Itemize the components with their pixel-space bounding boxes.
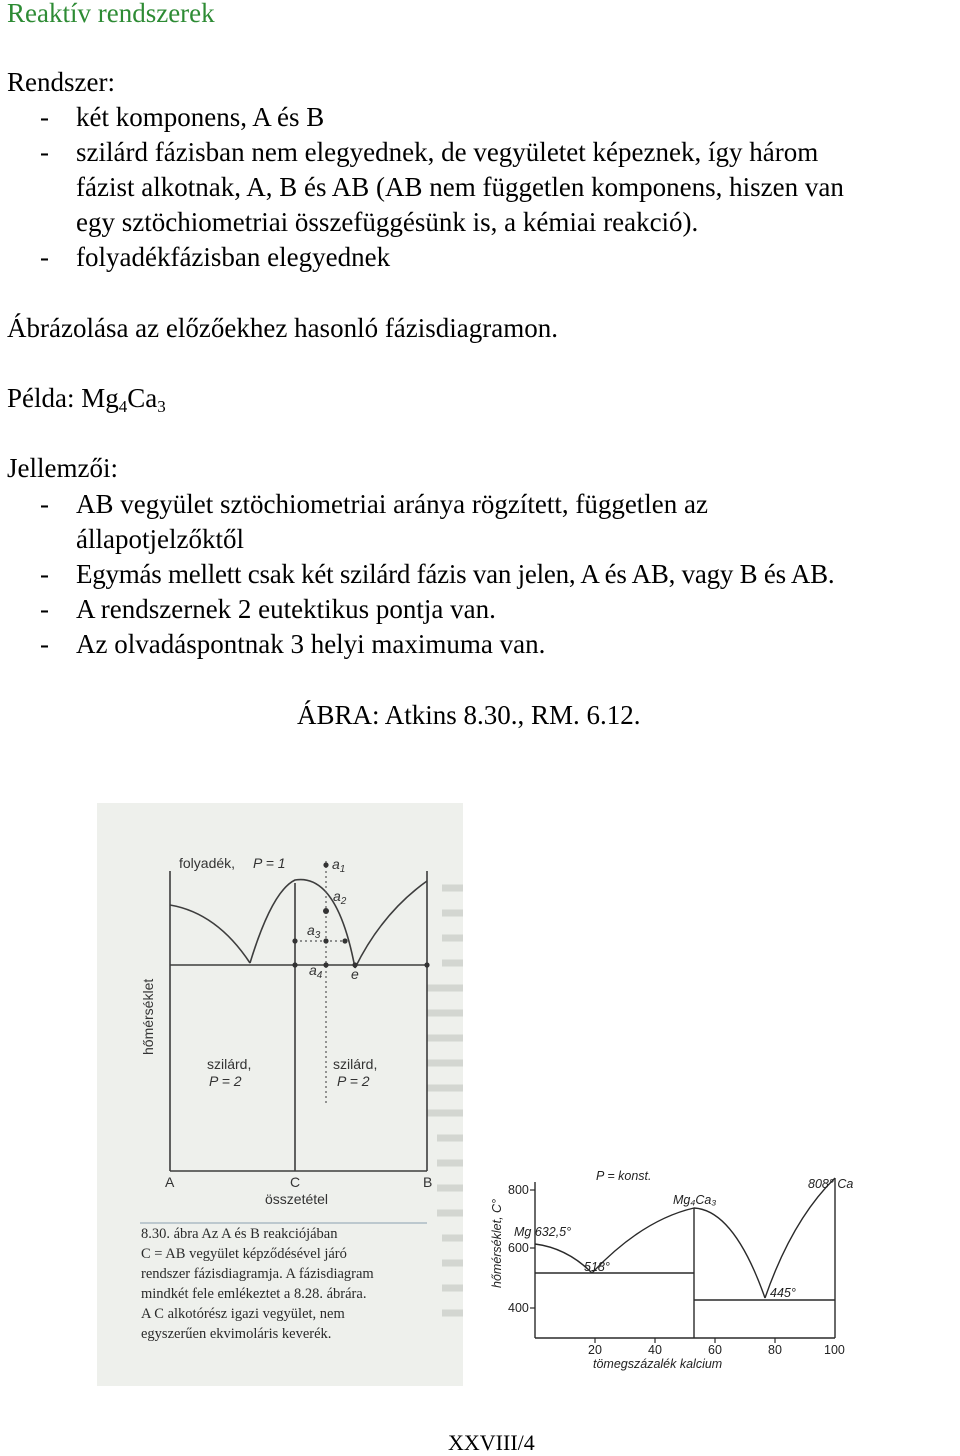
example-text [7,381,166,416]
x-tick-label-80: 80 [768,1343,782,1357]
x-label-C: C [290,1174,301,1190]
example-sub-3: 3 [157,397,166,416]
representation-text: Ábrázolása az előzőekhez hasonló fázisdiagramon. [7,313,558,343]
liquidus-ca [765,1178,835,1298]
example-ca: Ca [127,383,158,413]
example-sub-4: 4 [118,397,128,416]
bullet-text: AB vegyület sztöchiometriai aránya rögzített, független az [76,489,709,519]
x-label-B: B [423,1174,433,1190]
bullet-dash: - [40,242,49,272]
solid-right-p: P = 2 [337,1073,370,1089]
caption-line: mindkét fele emlékeztet a 8.28. ábrára. [141,1286,367,1302]
bullet-text: szilárd fázisban nem elegyednek, de vegyületet képeznek, így három [76,137,819,167]
background-scan-text [427,888,463,1313]
caption-line: A C alkotórész igazi vegyület, nem [141,1306,345,1322]
point-a3-right [342,938,347,943]
eutectic-518-label: 518° [584,1260,610,1274]
bullet-dash: - [40,629,49,659]
page-title: Reaktív rendszerek [7,0,215,28]
x-label-A: A [165,1174,175,1190]
solid-left-p: P = 2 [209,1073,242,1089]
caption-line: C = AB vegyület képződésével járó [141,1246,347,1262]
mg-ca-phase-diagram [472,1130,872,1380]
bullet-text: A rendszernek 2 eutektikus pontja van. [76,594,496,624]
bullet-text: két komponens, A és B [76,102,325,132]
x-tick-label-60: 60 [708,1343,722,1357]
x-axis-label: összetétel [265,1191,329,1207]
example-prefix: Példa: Mg [7,383,119,413]
system-heading: Rendszer: [7,67,115,97]
y-axis-label: hőmérséklet, C° [490,1198,504,1288]
liquid-label: folyadék, [179,855,236,871]
y-tick-label-600: 600 [508,1241,529,1255]
x-axis-label: tömegszázalék kalcium [593,1357,723,1371]
label-e: e [351,966,359,982]
point-a3 [323,938,328,943]
point-a4 [323,962,328,967]
solid-right-label: szilárd, [333,1056,378,1072]
bullet-dash: - [40,594,49,624]
y-tick-label-800: 800 [508,1183,529,1197]
compound-label: Mg₄Ca₃ [673,1193,717,1207]
pressure-label: P = konst. [596,1169,652,1183]
x-tick-label-100: 100 [824,1343,845,1357]
point-b-eutectic [424,962,429,967]
point-a2 [323,908,329,914]
point-a3-left [292,938,297,943]
caption-line: 8.30. ábra Az A és B reakciójában [141,1226,338,1242]
x-tick-label-20: 20 [588,1343,602,1357]
bullet-dash: - [40,489,49,519]
point-a4-left [292,962,297,967]
bullet-text: Az olvadáspontnak 3 helyi maximuma van. [76,629,546,659]
feature-1-cont: állapotjelzőktől [76,524,244,554]
caption-line: rendszer fázisdiagramja. A fázisdiagram [141,1266,374,1282]
bullet-dash: - [40,559,49,589]
liquidus-compound [592,1208,765,1298]
liquid-p-label: P = 1 [253,855,286,871]
atkins-phase-diagram [97,803,463,1386]
atkins-diagram-svg [97,803,463,1386]
bullet-text: Egymás mellett csak két szilárd fázis van jelen, A és AB, vagy B és AB. [76,559,835,589]
liquidus-right [355,881,427,968]
liquidus-left-1 [170,905,250,963]
caption-line: egyszerűen ekvimoláris keverék. [141,1326,332,1342]
label-a3: $a_3$ [307,922,321,941]
eutectic-445-label: 445° [770,1286,796,1300]
system-bullet-2-cont: egy sztöchiometriai összefüggésünk is, a kémiai reakció). [76,207,699,237]
y-tick-label-400: 400 [508,1301,529,1315]
solid-left-label: szilárd, [207,1056,252,1072]
bullet-text: folyadékfázisban elegyednek [76,242,391,272]
label-a2: $a_2$ [333,888,347,907]
page-number: XXVIII/4 [448,1430,535,1455]
system-bullet-2-cont: fázist alkotnak, A, B és AB (AB nem független komponens, hiszen van [76,172,844,202]
features-heading: Jellemzői: [7,453,118,483]
ca-melting-label: 808° Ca [808,1177,854,1191]
label-a4: $a_4$ [309,962,323,981]
x-tick-label-40: 40 [648,1343,662,1357]
figure-reference: ÁBRA: Atkins 8.30., RM. 6.12. [297,700,641,730]
y-axis-label: hőmérséklet [140,978,156,1055]
label-a1: $a_1$ [332,856,346,875]
bullet-dash: - [40,137,49,167]
point-a1 [323,862,328,867]
mg-melting-label: Mg 632,5° [514,1225,572,1239]
bullet-dash: - [40,102,49,132]
mg-ca-diagram-svg [472,1130,872,1380]
